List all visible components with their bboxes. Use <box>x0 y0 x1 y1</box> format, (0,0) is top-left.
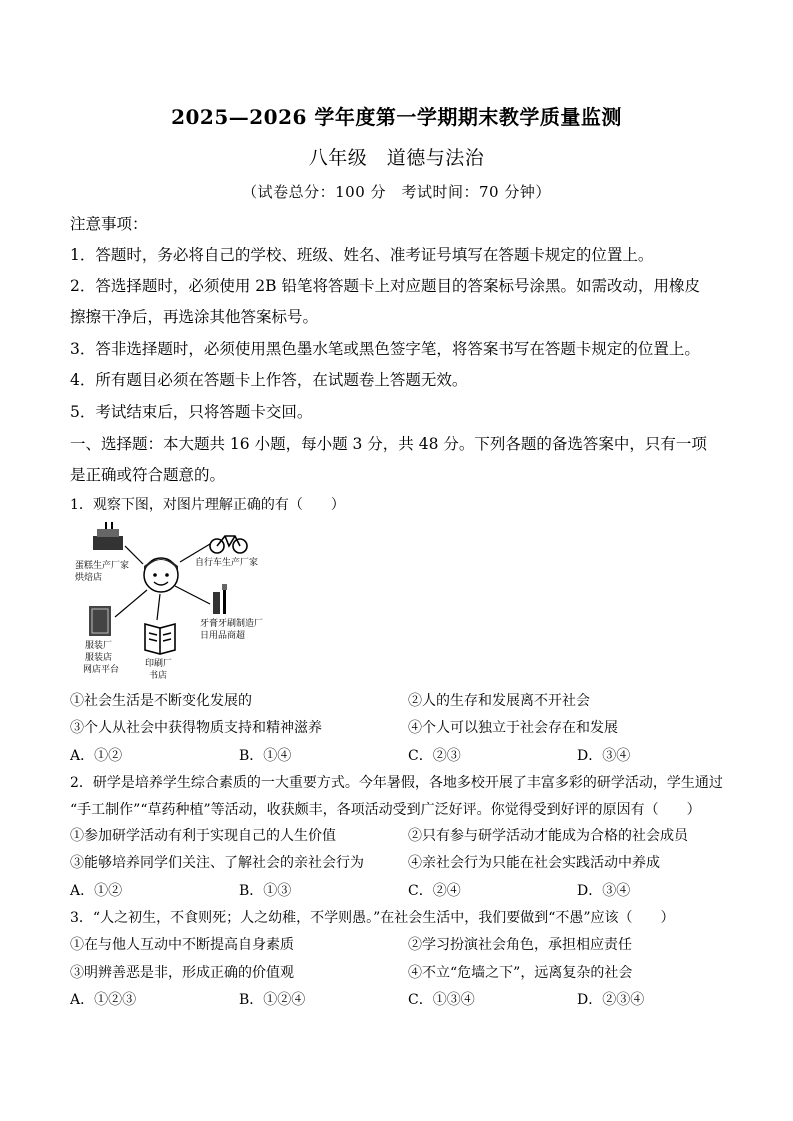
bike-label: 自行车生产厂家 <box>195 558 259 568</box>
notice-item: 1．答题时，务必将自己的学校、班级、姓名、准考证号填写在答题卡规定的位置上。 <box>70 246 654 264</box>
notice-item: 5．考试结束后，只将答题卡交回。 <box>70 403 313 421</box>
statement: ③明辨善恶是非，形成正确的价值观 <box>70 965 294 981</box>
choice-d[interactable]: D．③④ <box>577 883 631 899</box>
society-figure <box>75 522 285 682</box>
question-stem: 3．“人之初生，不食则死；人之幼稚，不学则愚。”在社会生活中，我们要做到“不愚”应该（ ） <box>70 910 675 926</box>
statement: ④个人可以独立于社会存在和发展 <box>408 720 618 736</box>
choice-a[interactable]: A．①②③ <box>70 992 137 1008</box>
choice-d[interactable]: D．③④ <box>577 748 631 764</box>
statement: ①在与他人互动中不断提高自身素质 <box>70 937 294 953</box>
cake-icon <box>93 522 123 550</box>
notice-item: 擦擦干净后，再选涂其他答案标号。 <box>70 308 319 326</box>
statement: ②只有参与研学活动才能成为合格的社会成员 <box>408 828 688 844</box>
child-face-icon <box>144 558 178 592</box>
choice-a[interactable]: A．①② <box>70 883 123 899</box>
clothes-label: 服装厂 <box>85 641 113 651</box>
book-label: 书店 <box>149 671 168 681</box>
exam-meta: （试卷总分：100 分 考试时间：70 分钟） <box>242 183 551 201</box>
clothes-label: 网店平台 <box>83 665 120 675</box>
question-stem: 1．观察下图，对图片理解正确的有（ ） <box>70 497 345 513</box>
notice-item: 4．所有题目必须在答题卡上作答，在试题卷上答题无效。 <box>70 371 468 389</box>
book-label: 印刷厂 <box>145 659 173 669</box>
exam-title: 2025—2026 学年度第一学期期末教学质量监测 <box>171 105 622 129</box>
section-heading-cont: 是正确或符合题意的。 <box>70 466 226 484</box>
statement: ②学习扮演社会角色，承担相应责任 <box>408 937 632 953</box>
toothpaste-label: 日用品商超 <box>200 631 246 641</box>
choice-c[interactable]: C．①③④ <box>408 992 475 1008</box>
statement: ④不立“危墙之下”，远离复杂的社会 <box>408 965 633 981</box>
choice-b[interactable]: B．①②④ <box>239 992 306 1008</box>
statement: ④亲社会行为只能在社会实践活动中养成 <box>408 855 660 871</box>
bicycle-icon <box>210 536 247 553</box>
choice-b[interactable]: B．①④ <box>239 748 292 764</box>
notice-item: 2．答选择题时，必须使用 2B 铅笔将答题卡上对应题目的答案标号涂黑。如需改动，用橡皮 <box>70 277 700 295</box>
question-stem-cont: “手工制作”“草药种植”等活动，收获颇丰，各项活动受到广泛好评。你觉得受到好评的原因有（ ） <box>70 802 701 818</box>
question-stem: 2．研学是培养学生综合素质的一大重要方式。今年暑假，各地多校开展了丰富多彩的研学活动，学生通过 <box>70 775 723 791</box>
toothbrush-icon <box>213 584 227 614</box>
choice-c[interactable]: C．②④ <box>408 883 461 899</box>
statement: ①参加研学活动有利于实现自己的人生价值 <box>70 828 336 844</box>
statement: ③能够培养同学们关注、了解社会的亲社会行为 <box>70 855 364 871</box>
clothes-label: 服装店 <box>85 653 113 663</box>
statement: ②人的生存和发展离不开社会 <box>408 693 590 709</box>
choice-d[interactable]: D．②③④ <box>577 992 645 1008</box>
society-illustration <box>75 522 285 682</box>
statement: ③个人从社会中获得物质支持和精神滋养 <box>70 720 322 736</box>
notice-item: 3．答非选择题时，必须使用黑色墨水笔或黑色签字笔，将答案书写在答题卡规定的位置上。 <box>70 340 700 358</box>
toothpaste-label: 牙膏牙刷制造厂 <box>200 619 264 629</box>
cake-label: 蛋糕生产厂家 <box>75 561 130 571</box>
notice-heading: 注意事项： <box>70 215 148 233</box>
book-icon <box>145 624 175 654</box>
statement: ①社会生活是不断变化发展的 <box>70 693 252 709</box>
cake-label: 烘焙店 <box>75 573 103 583</box>
section-heading: 一、选择题：本大题共 16 小题，每小题 3 分，共 48 分。下列各题的备选答案中，只有一项 <box>70 435 707 453</box>
choice-a[interactable]: A．①② <box>70 748 123 764</box>
clothes-icon <box>89 606 111 636</box>
choice-b[interactable]: B．①③ <box>239 883 292 899</box>
choice-c[interactable]: C．②③ <box>408 748 461 764</box>
exam-subtitle: 八年级 道德与法治 <box>308 147 485 169</box>
